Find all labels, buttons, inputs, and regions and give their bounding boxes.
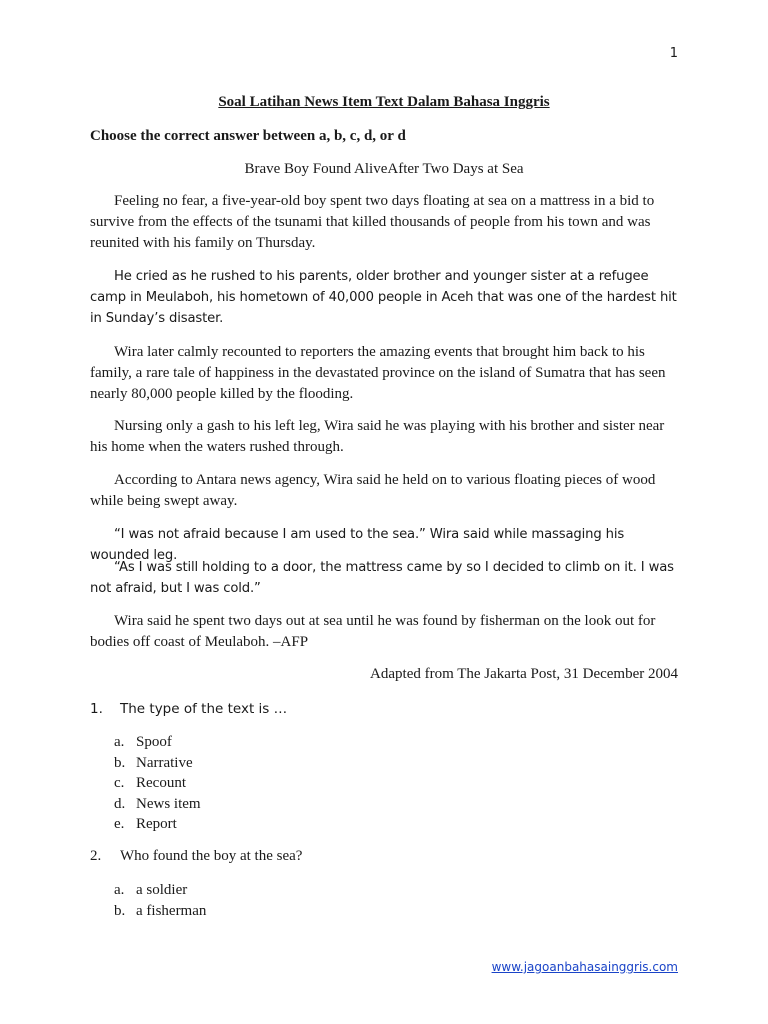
option-item: [114, 794, 201, 815]
option-text: Spoof: [136, 734, 172, 750]
option-text: Recount: [136, 775, 186, 791]
option-letter: c.: [114, 775, 125, 791]
question-1-options: [114, 732, 201, 835]
option-item: [114, 901, 206, 922]
option-text: a fisherman: [136, 902, 207, 919]
option-item: [114, 753, 201, 774]
article-paragraph-1: Feeling no fear, a five-year-old boy spent two days floating at sea on a mattress in a bid to survive from the effects of the tsunami that killed thousands of people from his town and was reunited with his family on Thursday.: [90, 193, 655, 251]
page-number: 1: [669, 46, 678, 61]
option-text: News item: [136, 795, 201, 812]
option-letter: b.: [114, 902, 126, 919]
article-paragraph-5: According to Antara news agency, Wira said he held on to various floating pieces of wood while being swept away.: [90, 472, 656, 509]
option-letter: a.: [114, 882, 125, 898]
question-2: [90, 848, 302, 865]
article-paragraph-8: Wira said he spent two days out at sea until he was found by fisherman on the look out for bodies off coast of Meulaboh. –AFP: [90, 613, 656, 650]
source-attribution: Adapted from The Jakarta Post, 31 December 2004: [370, 666, 678, 682]
option-letter: b.: [114, 754, 126, 771]
option-item: [114, 880, 206, 901]
question-text: The type of the text is …: [120, 701, 288, 717]
article-paragraph-3: Wira later calmly recounted to reporters the amazing events that brought him back to his family, a rare tale of happiness in the devastated province on the island of Sumatra that has seen nearly 80,000 people killed by the flooding.: [90, 344, 666, 402]
question-number: 2.: [90, 848, 102, 864]
question-number: 1.: [90, 701, 103, 717]
question-2-options: [114, 880, 206, 921]
article-paragraph-4: Nursing only a gash to his left leg, Wira said he was playing with his brother and sister near his home when the waters rushed through.: [90, 418, 665, 455]
question-text: Who found the boy at the sea?: [120, 848, 303, 864]
option-letter: a.: [114, 734, 125, 750]
option-text: Report: [136, 816, 177, 832]
website-link[interactable]: www.jagoanbahasainggris.com: [491, 960, 678, 974]
option-item: [114, 732, 201, 753]
option-text: Narrative: [136, 754, 193, 771]
option-item: [114, 773, 201, 794]
page-title: Soal Latihan News Item Text Dalam Bahasa Inggris: [218, 94, 550, 110]
instruction-text: Choose the correct answer between a, b, c, d, or d: [90, 128, 406, 144]
option-text: a soldier: [136, 882, 188, 898]
article-paragraph-2: He cried as he rushed to his parents, older brother and younger sister at a refugee camp in Meulaboh, his hometown of 40,000 people in Aceh that was one of the hardest hit in Sunday’s disaster.: [90, 269, 677, 326]
option-item: [114, 814, 201, 835]
option-letter: e.: [114, 816, 125, 832]
question-1: [90, 701, 287, 717]
article-paragraph-6: “I was not afraid because I am used to the sea.” Wira said while massaging his wounded leg.: [90, 527, 625, 563]
article-paragraph-7: “As I was still holding to a door, the mattress came by so I decided to climb on it. I was not afraid, but I was cold.”: [90, 560, 674, 596]
article-headline: Brave Boy Found AliveAfter Two Days at Sea: [244, 161, 524, 177]
option-letter: d.: [114, 795, 126, 812]
